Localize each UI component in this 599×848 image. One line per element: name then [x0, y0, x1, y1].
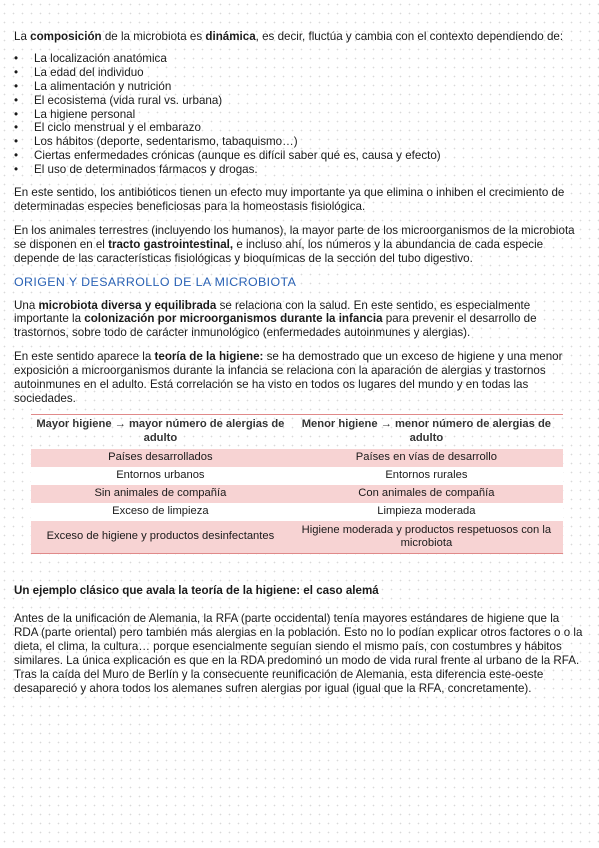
- intro-text: de la microbiota es: [101, 30, 206, 43]
- table-row: [31, 485, 563, 503]
- table-cell-right: Limpieza moderada: [290, 503, 563, 521]
- diverse-text: para prevenir el desarrollo de trastornos, sobre todo de carácter inmunológico (enfermedades autoinmunes y alergias).: [14, 312, 537, 340]
- list-item: • La alimentación y nutrición: [14, 80, 586, 94]
- diverse-bold: microbiota diversa y equilibrada: [38, 298, 217, 312]
- hygiene-text: En este sentido aparece la: [14, 350, 155, 364]
- hygiene-text: se ha demostrado que un exceso de higiene y una menor exposición a microorganismos durante la infancia se relaciona con la aparación de alergias y trastornos autoinmunes en el adulto. Está correlación se ha visto en todos os lugares del mundo y en todas las sociedades.: [14, 350, 563, 405]
- intro-text: , es decir, fluctúa y cambia con el contexto dependiendo de:: [255, 30, 564, 43]
- table-header-row: [31, 414, 563, 449]
- table-cell-right: Entornos rurales: [290, 467, 563, 485]
- animals-bold: tracto gastrointestinal,: [108, 237, 234, 251]
- intro-bold-dinamica: dinámica: [205, 30, 256, 43]
- factors-list: [14, 52, 586, 177]
- table-row: [31, 449, 563, 467]
- hygiene-paragraph: [14, 350, 586, 406]
- animals-paragraph: [14, 224, 586, 266]
- hygiene-bold: teoría de la higiene:: [154, 350, 264, 364]
- table-row: [31, 521, 563, 554]
- table-cell-left: Entornos urbanos: [31, 467, 290, 485]
- table-cell-left: Exceso de limpieza: [31, 503, 290, 521]
- table-cell-right: Países en vías de desarrollo: [290, 449, 563, 467]
- diverse-text: Una: [14, 298, 39, 312]
- hygiene-table: [31, 414, 563, 555]
- antibiotics-paragraph: En este sentido, los antibióticos tienen un efecto muy importante ya que elimina o inhiben el crecimiento de determinadas especies beneficiosas para la homeostasis fisiológica.: [14, 186, 565, 213]
- list-item: • La edad del individuo: [14, 66, 586, 80]
- table-cell-left: Exceso de higiene y productos desinfectantes: [31, 521, 290, 554]
- table-cell-right: Con animales de compañía: [290, 485, 563, 503]
- diverse-text: se relaciona con la salud. En este sentido, es especialmente importante la: [14, 298, 531, 326]
- document-page: [14, 30, 586, 696]
- table-cell-right: Higiene moderada y productos respetuosos con la microbiota: [290, 521, 563, 554]
- diverse-bold: colonización por microorganismos durante la infancia: [84, 312, 383, 326]
- table-cell-left: Países desarrollados: [31, 449, 290, 467]
- animals-text: e incluso ahí, los números y la abundancia de cada especie depende de las características fisiológicas y bioquímicas de la sección del tubo digestivo.: [14, 237, 544, 265]
- example-heading: Un ejemplo clásico que avala la teoría de la higiene: el caso alemá: [14, 584, 379, 598]
- table-header-left: Mayor higiene → mayor número de alergias de adulto: [36, 418, 285, 444]
- list-item: • La localización anatómica: [14, 52, 586, 66]
- table-row: [31, 503, 563, 521]
- table-row: [31, 467, 563, 485]
- list-item: • Los hábitos (deporte, sedentarismo, tabaquismo…): [14, 135, 586, 149]
- list-item: • La higiene personal: [14, 108, 586, 122]
- intro-paragraph: [14, 30, 586, 44]
- germany-paragraph-1: Antes de la unificación de Alemania, la RFA (parte occidental) tenía mayores estándares de higiene que la RDA (parte oriental) pero también más alergias en la población. Esto no lo podían explicar otros factores o o la dieta, el clima, la cultura… porque esencialmente seguían siendo el mismo país, con costumbres y hábitos similares. La única explicación es que en la RDA predominó un modo de vida rural frente al urbano de la RFA.: [14, 612, 583, 667]
- list-item: • El ciclo menstrual y el embarazo: [14, 121, 586, 135]
- list-item: • Ciertas enfermedades crónicas (aunque es difícil saber qué es, causa y efecto): [14, 149, 586, 163]
- animals-text: En los animales terrestres (incluyendo los humanos), la mayor parte de los microorganismos de la microbiota se disponen en el: [14, 223, 575, 251]
- table-header-right: Menor higiene → menor número de alergias de adulto: [301, 418, 552, 444]
- list-item: • El ecosistema (vida rural vs. urbana): [14, 94, 586, 108]
- table-cell-left: Sin animales de compañía: [31, 485, 290, 503]
- section-heading: ORIGEN Y DESARROLLO DE LA MICROBIOTA: [14, 274, 297, 289]
- intro-text: La: [14, 30, 31, 43]
- hygiene-table-wrapper: [31, 414, 563, 555]
- list-item: • El uso de determinados fármacos y drogas.: [14, 163, 586, 177]
- diverse-paragraph: [14, 299, 586, 341]
- germany-paragraph-2: Tras la caída del Muro de Berlín y la consecuente reunificación de Alemania, esta diferencia este-oeste desapareció y ahora todos los alemanes sufren alergias por igual (igual que la RFA, concretamente).: [14, 667, 544, 695]
- intro-bold-composicion: composición: [30, 30, 102, 43]
